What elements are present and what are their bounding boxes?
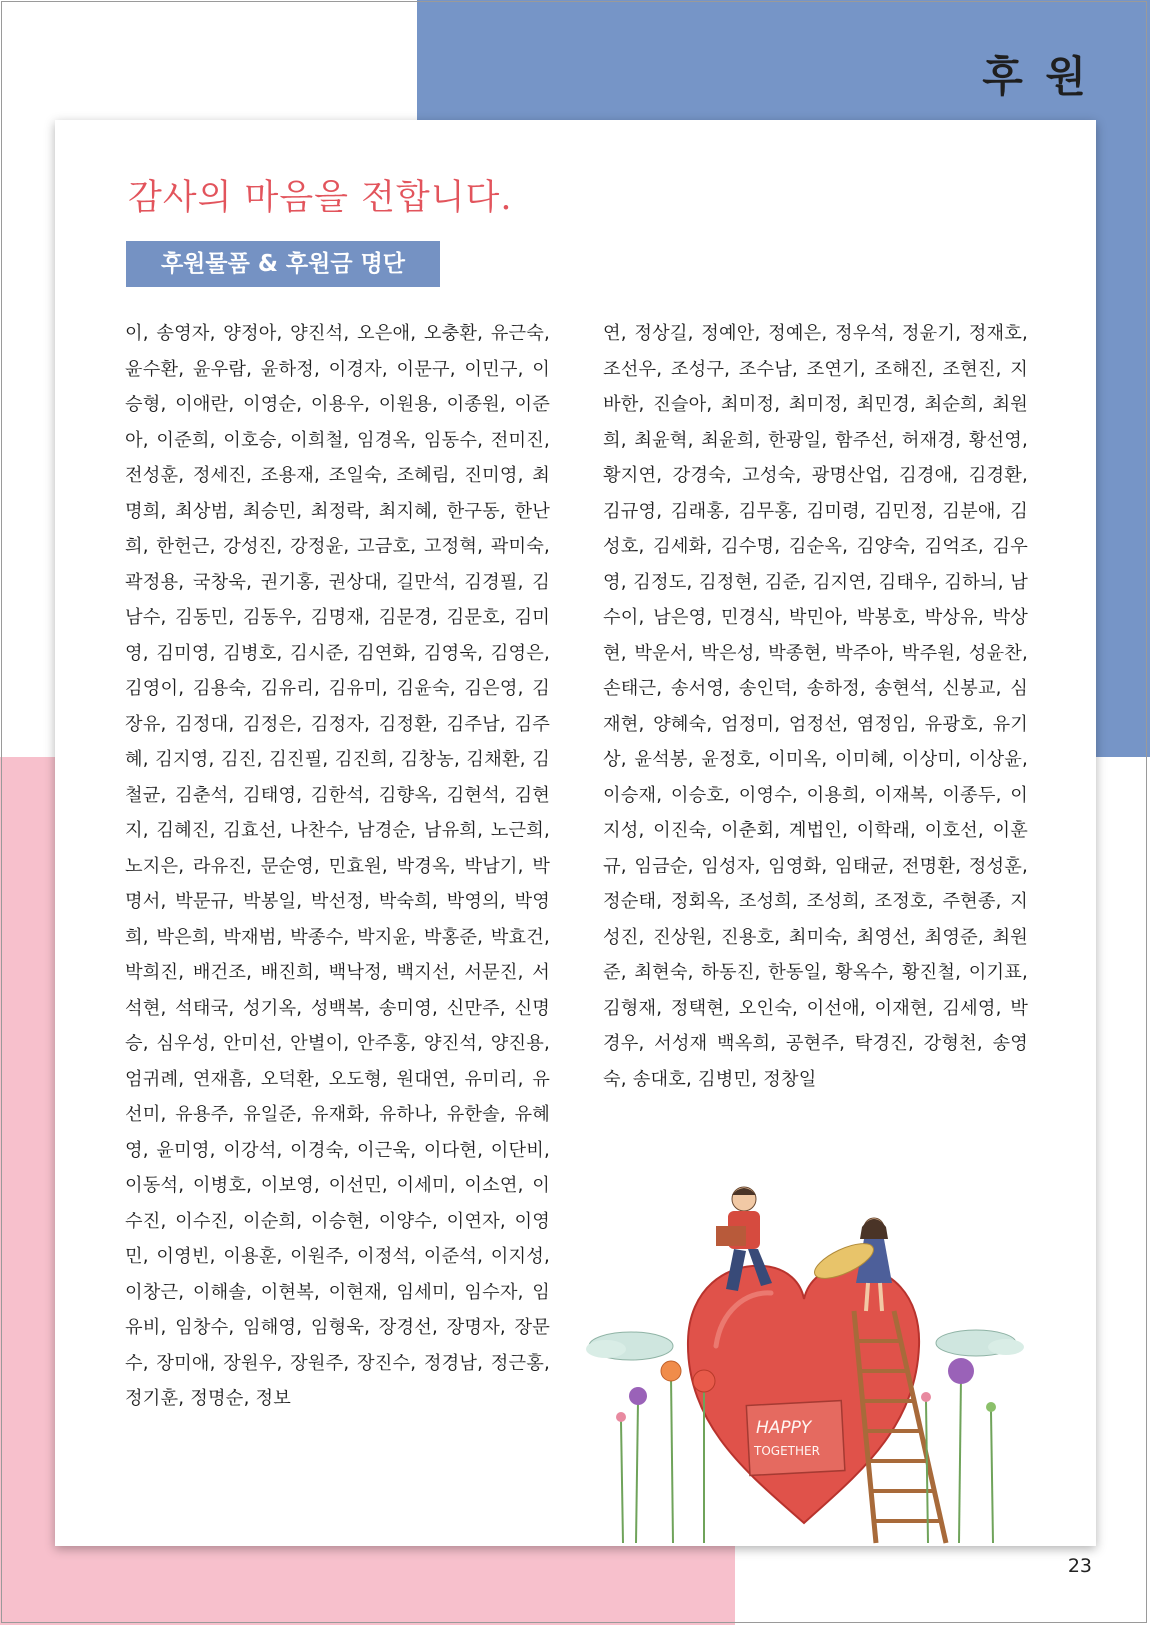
flower-pink-right	[921, 1392, 931, 1402]
heart-shape	[688, 1266, 919, 1523]
list-label: 후원물품 & 후원금 명단	[126, 241, 440, 287]
heart-sign	[746, 1401, 845, 1476]
flower-red-left	[693, 1370, 715, 1392]
page-number: 23	[1067, 1555, 1092, 1577]
girl-leg-right	[880, 1283, 882, 1311]
flower-purple-left	[629, 1387, 647, 1405]
heart-sign-line2: TOGETHER	[754, 1444, 820, 1458]
cloud-right-2	[988, 1339, 1024, 1355]
flower-orange-left	[661, 1361, 681, 1381]
girl-hair	[860, 1219, 888, 1239]
girl-leg-left	[866, 1283, 868, 1311]
flower-pink-left	[616, 1412, 626, 1422]
cloud-left-2	[586, 1340, 626, 1358]
heart-ladder-illustration	[576, 1171, 1031, 1551]
content-card	[55, 120, 1096, 1546]
boy-book	[716, 1226, 746, 1246]
section-title: 후 원	[982, 52, 1090, 101]
page-heading: 감사의 마음을 전합니다.	[128, 178, 513, 218]
heart-sign-line1: HAPPY	[756, 1418, 812, 1438]
flower-purple-right	[948, 1358, 974, 1384]
flower-green-right	[986, 1402, 996, 1412]
boy-hair	[732, 1188, 756, 1195]
donor-names-column-left: 이, 송영자, 양정아, 양진석, 오은애, 오충환, 유근숙, 윤수환, 윤우람, 윤하정, 이경자, 이문구, 이민구, 이승형, 이애란, 이영순, 이용우, 이원용, 이종원, 이준아, 이준희, 이호승, 이희철, 임경옥, 임동수, 전미진, 전성훈, 정세진, 조용재, 조일숙, 조혜림, 진미영, 최명희, 최상범, 최승민, 최정락, 최지혜, 한구동, 한난희, 한헌근, 강성진, 강정윤, 고금호, 고정혁, 곽미숙, 곽정용, 국창욱, 권기홍, 권상대, 길만석, 김경필, 김남수, 김동민, 김동우, 김명재, 김문경, 김문호, 김미영, 김미영, 김병호, 김시준, 김연화, 김영욱, 김영은, 김영이, 김용숙, 김유리, 김유미, 김윤숙, 김은영, 김장유, 김정대, 김정은, 김정자, 김정환, 김주남, 김주혜, 김지영, 김진, 김진필, 김진희, 김창농, 김채환, 김철균, 김춘석, 김태영, 김한석, 김향옥, 김현석, 김현지, 김혜진, 김효선, 나찬수, 남경순, 남유희, 노근희, 노지은, 라유진, 문순영, 민효원, 박경옥, 박남기, 박명서, 박문규, 박봉일, 박선정, 박숙희, 박영의, 박영희, 박은희, 박재범, 박종수, 박지윤, 박홍준, 박효건, 박희진, 배건조, 배진희, 백낙정, 백지선, 서문진, 서석현, 석태국, 성기옥, 성백복, 송미영, 신만주, 신명승, 심우성, 안미선, 안별이, 안주홍, 양진석, 양진용, 엄귀례, 연재흠, 오덕환, 오도형, 원대연, 유미리, 유선미, 유용주, 유일준, 유재화, 유하나, 유한솔, 유혜영, 윤미영, 이강석, 이경숙, 이근욱, 이다현, 이단비, 이동석, 이병호, 이보영, 이선민, 이세미, 이소연, 이수진, 이수진, 이순희, 이승현, 이양수, 이연자, 이영민, 이영빈, 이용훈, 이원주, 이정석, 이준석, 이지성, 이창근, 이해솔, 이현복, 이현재, 임세미, 임수자, 임유비, 임창수, 임해영, 임형욱, 장경선, 장명자, 장문수, 장미애, 장원우, 장원주, 장진수, 정경남, 정근홍, 정기훈, 정명순, 정보	[125, 323, 550, 1409]
donor-names-column-right: 연, 정상길, 정예안, 정예은, 정우석, 정윤기, 정재호, 조선우, 조성구, 조수남, 조연기, 조해진, 조현진, 지바한, 진슬아, 최미정, 최미정, 최민경, 최순희, 최원희, 최윤혁, 최윤희, 한광일, 함주선, 허재경, 황선영, 황지연, 강경숙, 고성숙, 광명산업, 김경애, 김경환, 김규영, 김래홍, 김무홍, 김미령, 김민정, 김분애, 김성호, 김세화, 김수명, 김순옥, 김양숙, 김억조, 김우영, 김정도, 김정현, 김준, 김지연, 김태우, 김하늬, 남수이, 남은영, 민경식, 박민아, 박봉호, 박상유, 박상현, 박운서, 박은성, 박종현, 박주아, 박주원, 성윤찬, 손태근, 송서영, 송인덕, 송하정, 송현석, 신봉교, 심재현, 양혜숙, 엄정미, 엄정선, 염정임, 유광호, 유기상, 윤석봉, 윤정호, 이미옥, 이미혜, 이상미, 이상윤, 이승재, 이승호, 이영수, 이용희, 이재복, 이종두, 이지성, 이진숙, 이춘회, 계법인, 이학래, 이호선, 이훈규, 임금순, 임성자, 임영화, 임태균, 전명환, 정성훈, 정순태, 정회옥, 조성희, 조성희, 조정호, 주현종, 지성진, 진상원, 진용호, 최미숙, 최영선, 최영준, 최원준, 최현숙, 하동진, 한동일, 황옥수, 황진철, 이기표, 김형재, 정택현, 오인숙, 이선애, 이재현, 김세영, 박경우, 서성재 백옥희, 공현주, 탁경진, 강형천, 송영숙, 송대호, 김병민, 정창일	[603, 323, 1028, 1090]
